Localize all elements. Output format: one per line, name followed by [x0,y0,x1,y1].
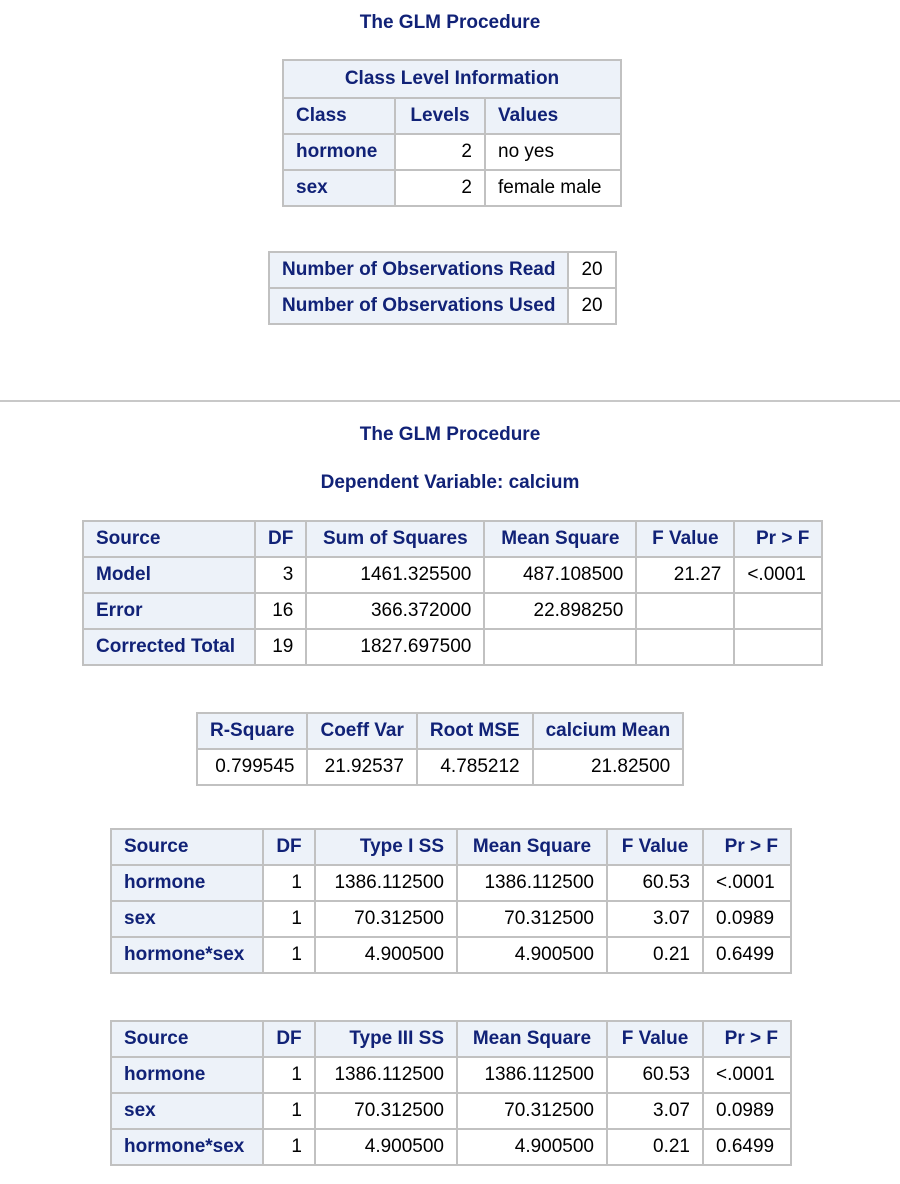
cell-p: 0.0989 [703,901,791,937]
cell-df: 1 [263,937,315,973]
col-header-source: Source [111,1021,263,1057]
cell-coeffvar: 21.92537 [307,749,416,785]
row-header: sex [283,170,395,206]
cell-ms: 4.900500 [457,937,607,973]
cell-ss: 1827.697500 [306,629,484,665]
table-row [111,901,791,937]
col-header-p: Pr > F [703,829,791,865]
cell-p: <.0001 [703,1057,791,1093]
col-header-ms: Mean Square [457,1021,607,1057]
cell-df: 1 [263,1093,315,1129]
cell-ms: 70.312500 [457,901,607,937]
row-header: hormone [111,1057,263,1093]
col-header-f: F Value [607,1021,703,1057]
col-header-source: Source [111,829,263,865]
table-row [83,593,822,629]
cell-f: 0.21 [607,1129,703,1165]
cell-df: 3 [255,557,306,593]
col-header-p: Pr > F [734,521,822,557]
cell-ms: 487.108500 [484,557,636,593]
col-header-rsquare: R-Square [197,713,307,749]
table-row [283,170,621,206]
table-row [269,288,616,324]
cell-ms [484,629,636,665]
table-row [111,937,791,973]
col-header-ms: Mean Square [484,521,636,557]
cell-ss: 70.312500 [315,901,457,937]
cell-levels: 2 [395,170,485,206]
cell-df: 1 [263,1057,315,1093]
observations-table [268,251,617,325]
type3-ss-table [110,1020,792,1166]
row-header: sex [111,1093,263,1129]
col-header-ss: Type III SS [315,1021,457,1057]
cell-ss: 1386.112500 [315,1057,457,1093]
cell-values: female male [485,170,621,206]
cell-ms: 1386.112500 [457,865,607,901]
table-row [111,1129,791,1165]
cell-f: 60.53 [607,865,703,901]
cell-df: 1 [263,1129,315,1165]
col-header-source: Source [83,521,255,557]
row-header: hormone*sex [111,937,263,973]
row-header: Corrected Total [83,629,255,665]
row-header: hormone*sex [111,1129,263,1165]
cell-p: 0.6499 [703,1129,791,1165]
cell-value: 20 [568,288,615,324]
table-row [283,134,621,170]
row-header: Number of Observations Used [269,288,568,324]
cell-ss: 70.312500 [315,1093,457,1129]
col-header-f: F Value [636,521,734,557]
col-header-df: DF [255,521,306,557]
fit-statistics-table [196,712,684,786]
cell-df: 1 [263,901,315,937]
table-row [269,252,616,288]
class-level-table [282,59,622,207]
table-row [83,557,822,593]
col-header-mean: calcium Mean [533,713,684,749]
dependent-variable-title: Dependent Variable: calcium [320,472,580,493]
cell-p [734,629,822,665]
row-header: Error [83,593,255,629]
col-header-ss: Sum of Squares [306,521,484,557]
anova-table [82,520,823,666]
col-header-values: Values [485,98,621,134]
cell-f [636,629,734,665]
table-row [83,629,822,665]
col-header-p: Pr > F [703,1021,791,1057]
col-header-levels: Levels [395,98,485,134]
col-header-df: DF [263,829,315,865]
table-row [111,865,791,901]
cell-mean: 21.82500 [533,749,684,785]
cell-p: <.0001 [703,865,791,901]
col-header-coeffvar: Coeff Var [307,713,416,749]
cell-f: 21.27 [636,557,734,593]
cell-df: 1 [263,865,315,901]
cell-ss: 4.900500 [315,937,457,973]
cell-p: 0.6499 [703,937,791,973]
row-header: Model [83,557,255,593]
cell-ms: 22.898250 [484,593,636,629]
cell-f: 3.07 [607,901,703,937]
cell-ms: 4.900500 [457,1129,607,1165]
table-row [197,749,683,785]
cell-ss: 4.900500 [315,1129,457,1165]
cell-f: 0.21 [607,937,703,973]
col-header-df: DF [263,1021,315,1057]
cell-p [734,593,822,629]
cell-rsquare: 0.799545 [197,749,307,785]
row-header: sex [111,901,263,937]
col-header-rootmse: Root MSE [417,713,533,749]
cell-f [636,593,734,629]
type1-ss-table [110,828,792,974]
cell-ss: 366.372000 [306,593,484,629]
col-header-class: Class [283,98,395,134]
cell-p: <.0001 [734,557,822,593]
col-header-ss: Type I SS [315,829,457,865]
cell-f: 60.53 [607,1057,703,1093]
row-header: hormone [283,134,395,170]
table-row [111,1093,791,1129]
row-header: Number of Observations Read [269,252,568,288]
col-header-f: F Value [607,829,703,865]
cell-ss: 1386.112500 [315,865,457,901]
table-row [111,1057,791,1093]
section-divider [0,400,900,402]
cell-value: 20 [568,252,615,288]
cell-p: 0.0989 [703,1093,791,1129]
cell-df: 16 [255,593,306,629]
cell-ms: 1386.112500 [457,1057,607,1093]
cell-f: 3.07 [607,1093,703,1129]
second-title: The GLM Procedure [359,424,541,445]
cell-df: 19 [255,629,306,665]
cell-values: no yes [485,134,621,170]
cell-levels: 2 [395,134,485,170]
cell-ss: 1461.325500 [306,557,484,593]
cell-ms: 70.312500 [457,1093,607,1129]
row-header: hormone [111,865,263,901]
cell-rootmse: 4.785212 [417,749,533,785]
class-level-caption: Class Level Information [283,60,621,98]
col-header-ms: Mean Square [457,829,607,865]
top-title: The GLM Procedure [359,12,541,33]
